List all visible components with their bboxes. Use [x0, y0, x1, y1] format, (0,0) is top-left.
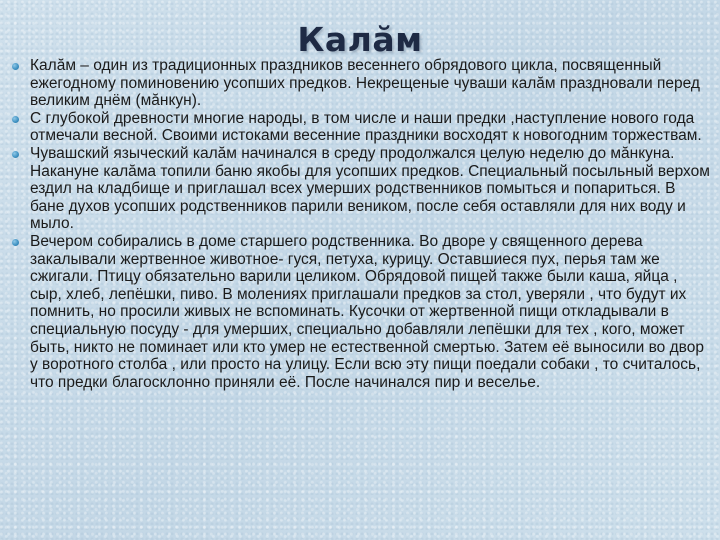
bullet-text: С глубокой древности многие народы, в том числе и наши предки ,наступление нового года отмечали весной. Своими истоками весенние праздники восходят к новогодним торжествам. — [30, 109, 702, 145]
bullet-item — [11, 110, 713, 145]
round-bullet-icon — [12, 239, 19, 246]
bullet-text: Вечером собирались в доме старшего родственника. Во дворе у священного дерева закалывали жертвенное животное- гуся, петуха, курицу. Оставшиеся пух, перья там же сжигали. Птицу обязательно варили целиком. Обрядовой пищей также были каша, яйца , сыр, хлеб, лепёшки, пиво. В молениях приглашали предков за стол, уверяли , что будут их помнить, но просили живых не вспоминать. Кусочки от жертвенной пищи откладывали в специальную посуду - для умерших, специально добавляли лепёшки для тех , кого, может быть, никто не поминает или кто умер не естественной смертью. Затем её выносили во двор у воротного столба , или просто на улицу. Если всю эту пищи поедали собаки , то считалось, что предки благосклонно приняли её. После начинался пир и веселье. — [30, 232, 704, 391]
bullet-item — [11, 145, 713, 233]
bullet-text: Чувашский языческий калăм начинался в среду продолжался целую неделю до мăнкуна. Накануне калăма топили баню якобы для усопших предков. Специальный посыльный верхом ездил на кладбище и приглашал всех умерших родственников помыться и попариться. В бане духов усопших родственников парили веником, после себя оставляли для них воду и мыло. — [30, 144, 710, 233]
round-bullet-icon — [12, 151, 19, 158]
bullet-text: Калăм – один из традиционных праздников весеннего обрядового цикла, посвященный ежегодному поминовению усопших предков. Некрещеные чуваши калăм праздновали перед великим днём (мăнкун). — [30, 57, 700, 110]
slide-title: Калăм — [297, 20, 423, 59]
bullet-list — [11, 57, 713, 391]
round-bullet-icon — [12, 116, 19, 123]
bullet-item — [11, 57, 713, 110]
bullet-item — [11, 233, 713, 391]
round-bullet-icon — [12, 63, 19, 70]
